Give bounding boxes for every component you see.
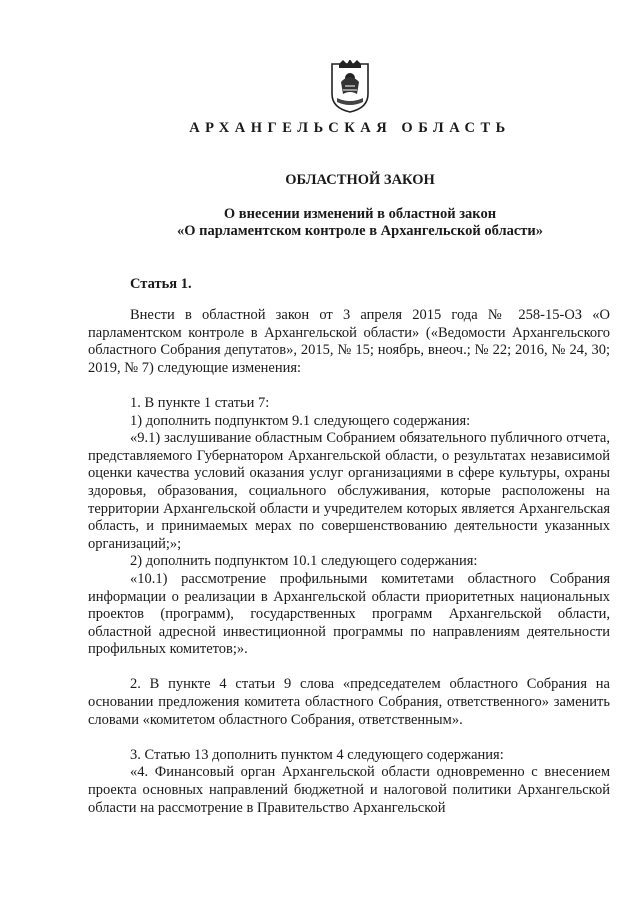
law-body (88, 307, 610, 817)
paragraph: 2) дополнить подпунктом 10.1 следующего содержания: (130, 553, 478, 570)
paragraph: 1) дополнить подпунктом 9.1 следующего содержания: (130, 412, 471, 429)
law-type-heading: ОБЛАСТНОЙ ЗАКОН (285, 172, 435, 188)
paragraph: 3. Статью 13 дополнить пунктом 4 следующего содержания: (130, 746, 504, 763)
paragraph-gap (88, 729, 610, 747)
paragraph-gap (88, 659, 610, 677)
law-title-line-2: «О парламентском контроле в Архангельской области» (176, 223, 544, 239)
paragraph: «4. Финансовый орган Архангельской области одновременно с внесением проекта основных направлений бюджетной и налоговой политики Архангельской области на рассмотрение в Правительство Архангельской (88, 764, 610, 816)
paragraph-gap (88, 377, 610, 395)
coat-of-arms-icon (327, 60, 373, 114)
paragraph: 1. В пункте 1 статьи 7: (130, 394, 270, 411)
region-heading: АРХАНГЕЛЬСКАЯ ОБЛАСТЬ (189, 120, 511, 136)
law-title-line-1: О внесении изменений в областной закон (223, 206, 497, 222)
paragraph: «9.1) заслушивание областным Собранием обязательного публичного отчета, представляемого Губернатором Архангельской области, о результатах независимой оценки качества условий оказания услуг организациями в сфере культуры, охраны здоровья, образования, социального обслуживания, которые расположены на территории Архангельской области и учредителем которых является Архангельская область, и принимаемых мерах по совершенствованию деятельности указанных организаций;»; (88, 430, 610, 552)
paragraph: Внести в областной закон от 3 апреля 2015 года № 258-15-ОЗ «О парламентском контроле в Архангельской области» («Ведомости Архангельского областного Собрания депутатов», 2015, № 15; ноябрь, внеоч.; № 22; 2016, № 24, 30; 2019, № 7) следующие изменения: (88, 307, 610, 376)
paragraph: «10.1) рассмотрение профильными комитетами областного Собрания информации о реализации в Архангельской области приоритетных национальных проектов (программ), государственных программ Архангельской области, областной адресной инвестиционной программы по направлениям деятельности профильных комитетов;». (88, 570, 610, 658)
article-heading: Статья 1. (130, 276, 192, 292)
paragraph: 2. В пункте 4 статьи 9 слова «председателем областного Собрания на основании предложения комитета областного Собрания, ответственного» заменить словами «комитетом областного Собрания, ответственным». (88, 676, 610, 728)
